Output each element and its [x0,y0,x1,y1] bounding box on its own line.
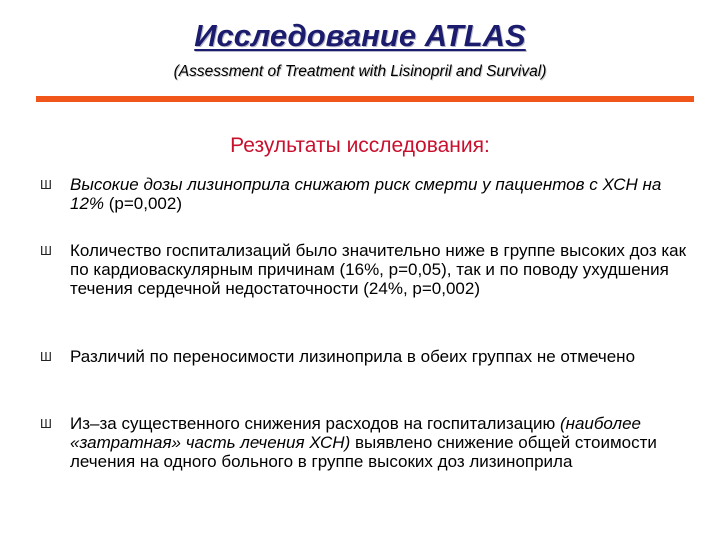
bullet-marker-icon: Ш [40,243,52,258]
list-item-text [70,414,690,471]
page-title-text: Исследование ATLAS [194,18,526,53]
list-item-italic: (наиболее «затратная» часть лечения ХСН) [70,414,642,452]
list-item-text: Различий по переносимости лизиноприла в обеих группах не отмечено [70,347,636,366]
page-title [0,18,720,54]
list-item-normal: (р=0,002) [104,194,183,213]
section-heading: Результаты исследования: [230,134,490,157]
list-item-normal: выявлено снижение общей стоимости лечения на одного больного в группе высоких доз лизиноприла [70,433,657,471]
bullet-marker-icon: Ш [40,177,52,192]
list-item [40,175,690,213]
list-item-text: Количество госпитализаций было значительно ниже в группе высоких доз как по кардиоваскулярным причинам (16%, р=0,05), так и по поводу ухудшения течения сердечной недостаточности (24%, р=0,002) [70,241,687,298]
list-item [40,241,690,298]
list-item-normal: Из–за существенного снижения расходов на госпитализацию [70,414,560,433]
list-item-italic: Высокие дозы лизиноприла снижают риск смерти у пациентов с ХСН на 12% [70,175,662,213]
orange-divider [36,96,694,102]
list-item [40,347,690,366]
list-item [40,414,690,471]
page-subtitle: (Assessment of Treatment with Lisinopril and Survival) [173,63,547,80]
bullet-marker-icon: Ш [40,349,52,364]
bullet-marker-icon: Ш [40,416,52,431]
list-item-text [70,175,690,213]
